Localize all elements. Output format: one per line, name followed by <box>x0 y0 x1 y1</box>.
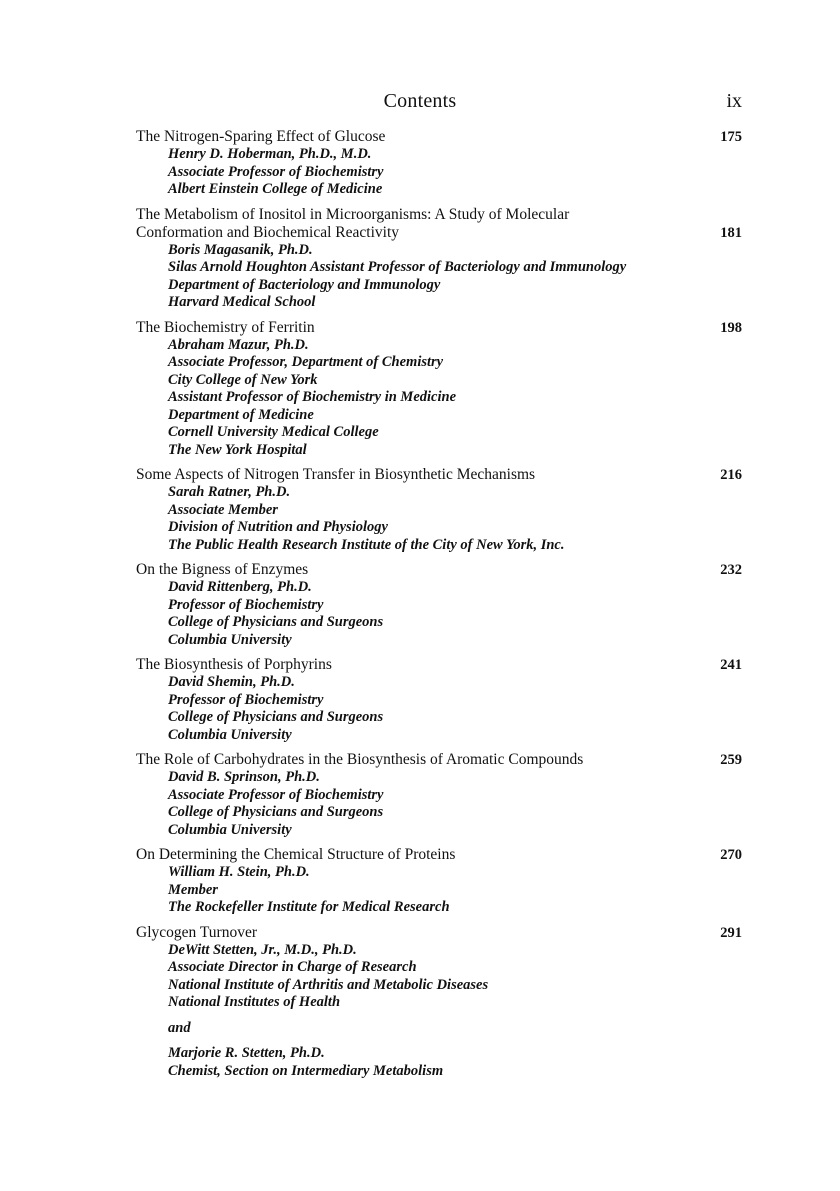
entry-title: Conformation and Biochemical Reactivity <box>136 223 400 241</box>
author-affiliation: Chemist, Section on Intermediary Metabolism <box>168 1062 444 1079</box>
entry-page-number: 241 <box>720 657 742 673</box>
author-affiliation: The Public Health Research Institute of the City of New York, Inc. <box>168 536 565 553</box>
author-name: William H. Stein, Ph.D. <box>168 864 310 880</box>
entry-page-number: 259 <box>720 752 742 768</box>
entry-title-row <box>136 656 742 674</box>
entry-title: On the Bigness of Enzymes <box>136 561 309 578</box>
entry-title-row <box>136 846 742 864</box>
author-affiliation: Harvard Medical School <box>168 294 316 310</box>
entry-title-row <box>136 224 742 242</box>
author-affiliation: National Institutes of Health <box>168 994 341 1010</box>
author-affiliation: Associate Professor of Biochemistry <box>168 786 384 803</box>
author-name: Abraham Mazur, Ph.D. <box>168 336 309 353</box>
toc-entry <box>136 319 742 460</box>
toc-entry <box>136 206 742 312</box>
author-affiliation: Associate Member <box>168 501 278 518</box>
entry-title: The Biosynthesis of Porphyrins <box>136 656 332 673</box>
entry-page-number: 270 <box>720 847 742 863</box>
entry-title-row <box>136 924 742 942</box>
entry-title-line: The Metabolism of Inositol in Microorganisms: A Study of Molecular <box>136 205 570 223</box>
author-affiliation: Assistant Professor of Biochemistry in Medicine <box>168 389 457 405</box>
entry-title-row <box>136 128 742 146</box>
author-affiliation: Albert Einstein College of Medicine <box>168 181 383 197</box>
author-affiliation: Columbia University <box>168 821 292 838</box>
author-name: Marjorie R. Stetten, Ph.D. <box>168 1045 325 1061</box>
toc-entry <box>136 846 742 917</box>
table-of-contents <box>136 128 742 1087</box>
author-name: David B. Sprinson, Ph.D. <box>168 769 320 785</box>
author-affiliation: College of Physicians and Surgeons <box>168 804 384 820</box>
entry-title: On Determining the Chemical Structure of Proteins <box>136 846 456 863</box>
toc-entry <box>136 924 742 1081</box>
author-affiliation: The New York Hospital <box>168 441 307 458</box>
author-name: DeWitt Stetten, Jr., M.D., Ph.D. <box>168 941 357 958</box>
toc-entry <box>136 751 742 839</box>
page-header <box>0 90 840 120</box>
author-affiliation: Associate Director in Charge of Research <box>168 959 417 975</box>
author-affiliation: Associate Professor, Department of Chemistry <box>168 354 444 370</box>
entry-title-row <box>136 751 742 769</box>
entry-page-number: 291 <box>720 924 742 941</box>
author-affiliation: Member <box>168 881 218 898</box>
entry-title: Glycogen Turnover <box>136 923 257 941</box>
page-title: Contents <box>383 90 457 112</box>
entry-page-number: 198 <box>720 319 742 336</box>
entry-page-number: 216 <box>720 467 742 483</box>
author-affiliation: College of Physicians and Surgeons <box>168 709 384 725</box>
author-affiliation: Division of Nutrition and Physiology <box>168 519 388 535</box>
author-affiliation: City College of New York <box>168 371 318 388</box>
author-affiliation: Cornell University Medical College <box>168 424 379 440</box>
author-affiliation: National Institute of Arthritis and Metabolic Diseases <box>168 976 489 993</box>
author-separator: and <box>168 1019 191 1036</box>
entry-title: Some Aspects of Nitrogen Transfer in Biosynthetic Mechanisms <box>136 466 536 483</box>
author-affiliation: Department of Bacteriology and Immunology <box>168 276 441 293</box>
author-affiliation: Associate Professor of Biochemistry <box>168 163 384 180</box>
entry-title-row <box>136 319 742 337</box>
entry-page-number: 232 <box>720 562 742 578</box>
entry-title: The Nitrogen-Sparing Effect of Glucose <box>136 128 386 145</box>
author-affiliation: Silas Arnold Houghton Assistant Professor of Bacteriology and Immunology <box>168 259 627 275</box>
author-affiliation: Professor of Biochemistry <box>168 596 324 613</box>
author-name: David Shemin, Ph.D. <box>168 674 295 690</box>
entry-page-number: 181 <box>720 224 742 241</box>
entry-title-row <box>136 466 742 484</box>
author-affiliation: Columbia University <box>168 726 292 743</box>
toc-entry <box>136 466 742 554</box>
toc-entry <box>136 561 742 649</box>
page-number: ix <box>726 90 742 112</box>
author-name: Henry D. Hoberman, Ph.D., M.D. <box>168 146 372 162</box>
entry-title: The Biochemistry of Ferritin <box>136 318 315 336</box>
toc-entry <box>136 128 742 199</box>
author-affiliation: Department of Medicine <box>168 406 314 423</box>
author-name: Sarah Ratner, Ph.D. <box>168 484 291 500</box>
author-affiliation: Professor of Biochemistry <box>168 691 324 708</box>
author-name: David Rittenberg, Ph.D. <box>168 579 312 595</box>
entry-title: The Role of Carbohydrates in the Biosynthesis of Aromatic Compounds <box>136 751 584 768</box>
author-affiliation: The Rockefeller Institute for Medical Research <box>168 899 450 915</box>
entry-page-number: 175 <box>720 129 742 145</box>
toc-entry <box>136 656 742 744</box>
entry-title-row <box>136 561 742 579</box>
author-affiliation: College of Physicians and Surgeons <box>168 614 384 630</box>
author-name: Boris Magasanik, Ph.D. <box>168 241 313 258</box>
author-affiliation: Columbia University <box>168 631 292 648</box>
